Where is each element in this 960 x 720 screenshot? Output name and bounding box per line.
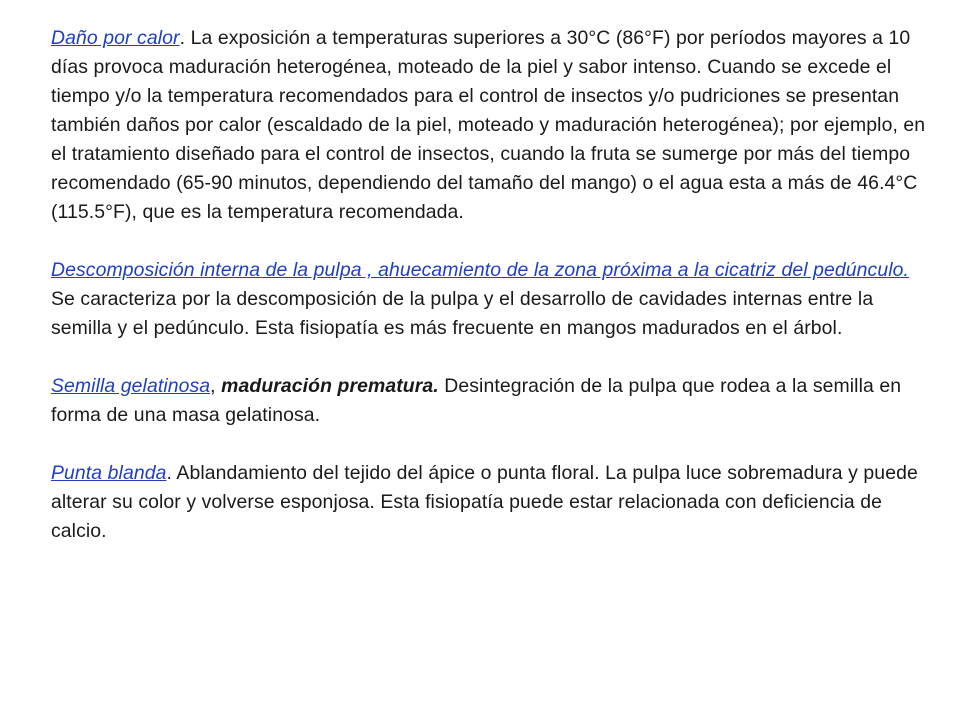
paragraph-descomposicion-interna: [51, 256, 933, 343]
link-dano-por-calor[interactable]: Daño por calor: [51, 27, 180, 49]
paragraph-text: Se caracteriza por la descomposición de la pulpa y el desarrollo de cavidades internas entre la semilla y el pedúnculo. Esta fisiopatía es más frecuente en mangos madurados en el árbol.: [51, 288, 874, 339]
link-semilla-gelatinosa[interactable]: Semilla gelatinosa: [51, 375, 211, 397]
paragraph-dano-por-calor: [51, 24, 933, 227]
emphasis-maduracion-prematura: maduración prematura.: [221, 375, 439, 397]
paragraph-semilla-gelatinosa: [51, 372, 933, 430]
link-punta-blanda[interactable]: Punta blanda: [51, 462, 167, 484]
paragraph-text: Desintegración de la pulpa que rodea a la semilla en forma de una masa gelatinosa.: [51, 375, 902, 426]
link-descomposicion-interna[interactable]: Descomposición interna de la pulpa , ahuecamiento de la zona próxima a la cicatriz del pedúnculo.: [51, 259, 910, 281]
paragraph-punta-blanda: [51, 459, 933, 546]
paragraph-text: . Ablandamiento del tejido del ápice o punta floral. La pulpa luce sobremadura y puede alterar su color y volverse esponjosa. Esta fisiopatía puede estar relacionada con deficiencia de calcio.: [51, 462, 918, 542]
paragraph-text: . La exposición a temperaturas superiores a 30°C (86°F) por períodos mayores a 10 días provoca maduración heterogénea, moteado de la piel y sabor intenso. Cuando se excede el tiempo y/o la temperatura recomendados para el control de insectos y/o pudriciones se presentan también daños por calor (escaldado de la piel, moteado y maduración heterogénea); por ejemplo, en el tratamiento diseñado para el control de insectos, cuando la fruta se sumerge por más del tiempo recomendado (65-90 minutos, dependiendo del tamaño del mango) o el agua esta a más de 46.4°C (115.5°F), que es la temperatura recomendada.: [51, 27, 926, 223]
text-body: [51, 24, 933, 575]
separator-text: ,: [210, 375, 222, 397]
